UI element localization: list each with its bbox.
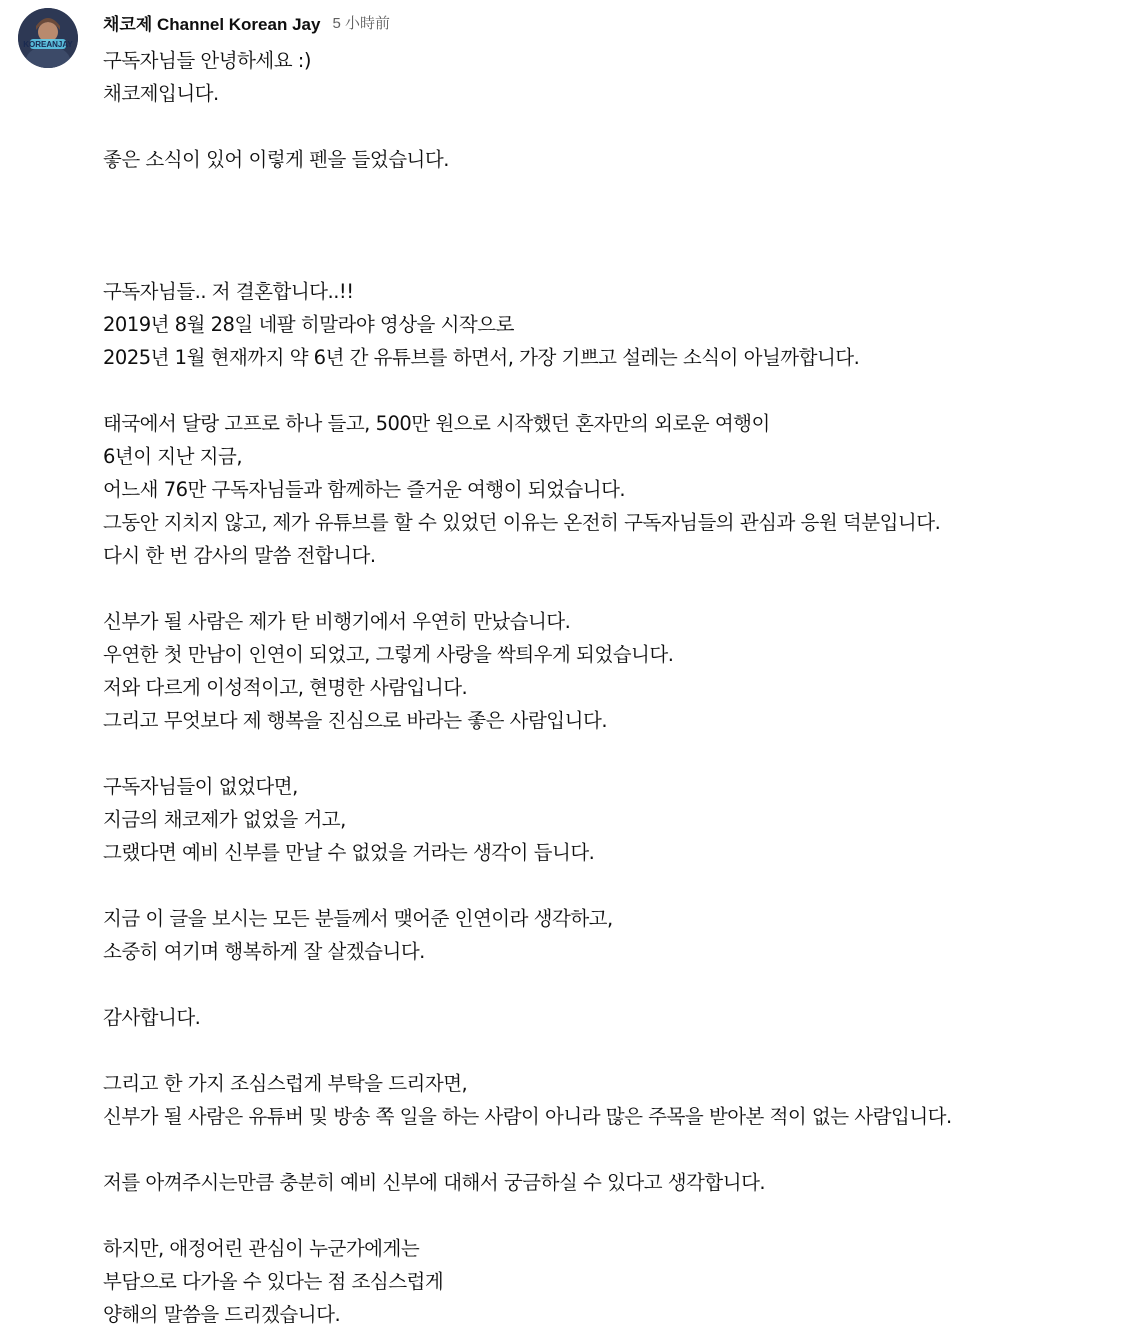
avatar-image — [18, 8, 78, 68]
post-text-line: 구독자님들.. 저 결혼합니다..!! — [103, 280, 354, 303]
post-text-line — [103, 572, 1108, 605]
post-content — [103, 8, 1108, 1331]
post-text-line: 그랬다면 예비 신부를 만날 수 없었을 거라는 생각이 듭니다. — [103, 841, 595, 864]
avatar-logo-text: KOREANJAY — [23, 40, 73, 49]
post-text-line: 지금의 채코제가 없었을 거고, — [103, 808, 346, 831]
post-text-line — [103, 737, 1108, 770]
post-text-line: 구독자님들이 없었다면, — [103, 775, 298, 798]
post-text-line: 다시 한 번 감사의 말씀 전합니다. — [103, 544, 376, 567]
post-text-line: 지금 이 글을 보시는 모든 분들께서 맺어준 인연이라 생각하고, — [103, 907, 613, 930]
post-text-line — [103, 1034, 1108, 1067]
post-body — [103, 44, 1108, 1331]
channel-avatar[interactable] — [18, 8, 78, 68]
post-text-line: 그동안 지치지 않고, 제가 유튜브를 할 수 있었던 이유는 온전히 구독자님들의 관심과 응원 덕분입니다. — [103, 511, 941, 534]
post-text-line: 감사합니다. — [103, 1006, 201, 1029]
channel-name[interactable]: 채코제 Channel Korean Jay — [103, 14, 321, 34]
post-text-line: 우연한 첫 만남이 인연이 되었고, 그렇게 사랑을 싹틔우게 되었습니다. — [103, 643, 674, 666]
post-text-line — [103, 1133, 1108, 1166]
post-text-line: 부담으로 다가올 수 있다는 점 조심스럽게 — [103, 1270, 444, 1293]
post-text-line — [103, 176, 1108, 209]
post-text-line — [103, 374, 1108, 407]
post-text-line: 그리고 무엇보다 제 행복을 진심으로 바라는 좋은 사람입니다. — [103, 709, 608, 732]
post-text-line: 저를 아껴주시는만큼 충분히 예비 신부에 대해서 궁금하실 수 있다고 생각합니다. — [103, 1171, 766, 1194]
post-text-line: 소중히 여기며 행복하게 잘 살겠습니다. — [103, 940, 425, 963]
post-text-line: 양해의 말씀을 드리겠습니다. — [103, 1303, 341, 1326]
post-time[interactable]: 5 小時前 — [332, 14, 390, 32]
post-text-line: 구독자님들 안녕하세요 :) — [103, 49, 311, 72]
post-text-line — [103, 968, 1108, 1001]
post-text-line: 신부가 될 사람은 제가 탄 비행기에서 우연히 만났습니다. — [103, 610, 571, 633]
post-text-line: 하지만, 애정어린 관심이 누군가에게는 — [103, 1237, 420, 1260]
post-text-line: 태국에서 달랑 고프로 하나 들고, 500만 원으로 시작했던 혼자만의 외로운 여행이 — [103, 412, 770, 435]
post-text-line: 2019년 8월 28일 네팔 히말라야 영상을 시작으로 — [103, 313, 514, 336]
post-text-line — [103, 110, 1108, 143]
post-text-line — [103, 1199, 1108, 1232]
post-text-line: 저와 다르게 이성적이고, 현명한 사람입니다. — [103, 676, 468, 699]
post-header — [103, 8, 1108, 36]
post-text-line — [103, 869, 1108, 902]
post-text-line: 6년이 지난 지금, — [103, 445, 243, 468]
post-text-line — [103, 242, 1108, 275]
post-text-line: 2025년 1월 현재까지 약 6년 간 유튜브를 하면서, 가장 기쁘고 설레는 소식이 아닐까합니다. — [103, 346, 860, 369]
post-text-line: 그리고 한 가지 조심스럽게 부탁을 드리자면, — [103, 1072, 468, 1095]
post-text-line: 채코제입니다. — [103, 82, 219, 105]
post-text-line: 신부가 될 사람은 유튜버 및 방송 쪽 일을 하는 사람이 아니라 많은 주목을 받아본 적이 없는 사람입니다. — [103, 1105, 952, 1128]
post-text-line — [103, 209, 1108, 242]
post-text-line: 좋은 소식이 있어 이렇게 펜을 들었습니다. — [103, 148, 449, 171]
post-text-line: 어느새 76만 구독자님들과 함께하는 즐거운 여행이 되었습니다. — [103, 478, 626, 501]
